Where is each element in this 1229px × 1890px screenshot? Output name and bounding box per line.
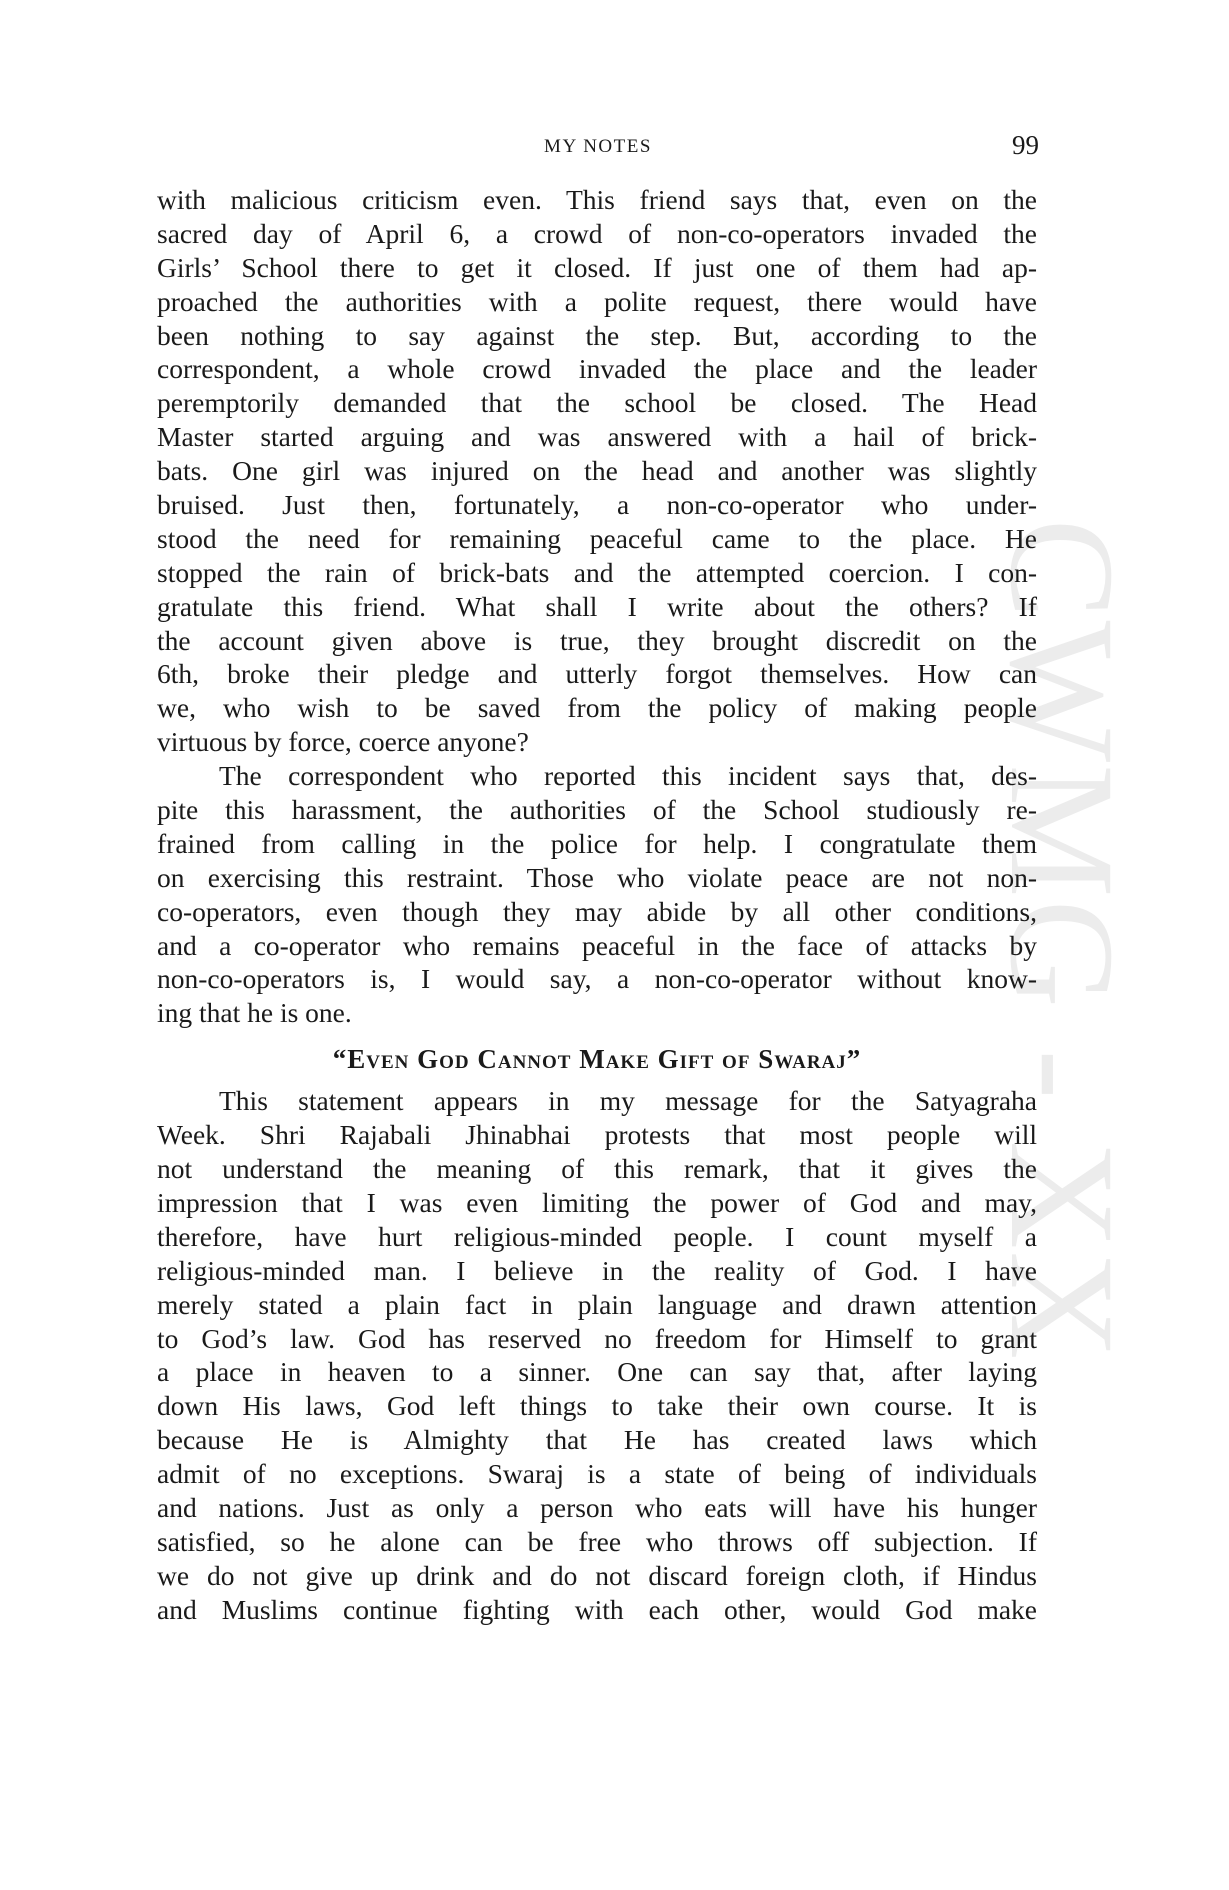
text-line: religious-minded man. I believe in the reality of God. I have	[157, 1254, 1037, 1286]
running-title: MY NOTES	[544, 136, 652, 157]
text-line: pite this harassment, the authorities of the School studiously re-	[157, 794, 1037, 826]
paragraph-1	[157, 183, 1037, 759]
text-line: gratulate this friend. What shall I write about the others? If	[157, 590, 1037, 622]
text-line: satisfied, so he alone can be free who throws off subjection. If	[157, 1525, 1037, 1557]
paragraph-2	[157, 759, 1037, 1030]
text-line: on exercising this restraint. Those who violate peace are not non-	[157, 861, 1037, 893]
text-line: we, who wish to be saved from the policy of making people	[157, 692, 1037, 724]
text-line: therefore, have hurt religious-minded people. I count myself a	[157, 1220, 1037, 1252]
text-line: stood the need for remaining peaceful came to the place. He	[157, 522, 1037, 554]
text-line: to God’s law. God has reserved no freedom for Himself to grant	[157, 1322, 1037, 1354]
text-line: and nations. Just as only a person who eats will have his hunger	[157, 1491, 1037, 1523]
watermark: CWMG - XX	[979, 518, 1145, 1362]
body-text	[157, 183, 1037, 1627]
text-line: 6th, broke their pledge and utterly forgot themselves. How can	[157, 658, 1037, 690]
text-line: merely stated a plain fact in plain language and drawn attention	[157, 1288, 1037, 1320]
text-line: a place in heaven to a sinner. One can say that, after laying	[157, 1356, 1037, 1388]
text-line: the account given above is true, they brought discredit on the	[157, 624, 1037, 656]
text-line: co-operators, even though they may abide by all other conditions,	[157, 895, 1037, 927]
text-line: Week. Shri Rajabali Jhinabhai protests that most people will	[157, 1119, 1037, 1151]
text-line: non-co-operators is, I would say, a non-co-operator without know-	[157, 963, 1037, 995]
text-line: we do not give up drink and do not discard foreign cloth, if Hindus	[157, 1559, 1037, 1591]
paragraph-3	[157, 1084, 1037, 1626]
text-line: proached the authorities with a polite request, there would have	[157, 285, 1037, 317]
section-heading: “Even God Cannot Make Gift of Swaraj”	[332, 1044, 862, 1075]
text-line: down His laws, God left things to take their own course. It is	[157, 1390, 1037, 1422]
text-line: This statement appears in my message for the Satyagraha	[219, 1085, 1037, 1117]
text-line: The correspondent who reported this incident says that, des-	[219, 760, 1037, 792]
text-line: correspondent, a whole crowd invaded the place and the leader	[157, 353, 1037, 385]
text-line: not understand the meaning of this remark, that it gives the	[157, 1153, 1037, 1185]
text-line: and Muslims continue fighting with each other, would God make	[157, 1593, 1037, 1625]
text-line: with malicious criticism even. This friend says that, even on the	[157, 184, 1037, 215]
text-line: been nothing to say against the step. But, according to the	[157, 319, 1037, 351]
text-line: frained from calling in the police for help. I congratulate them	[157, 827, 1037, 859]
text-line: Girls’ School there to get it closed. If just one of them had ap-	[157, 251, 1037, 283]
text-line: sacred day of April 6, a crowd of non-co-operators invaded the	[157, 217, 1037, 249]
text-line: and a co-operator who remains peaceful in the face of attacks by	[157, 929, 1037, 961]
text-line: bats. One girl was injured on the head and another was slightly	[157, 455, 1037, 487]
text-line: stopped the rain of brick-bats and the attempted coercion. I con-	[157, 556, 1037, 588]
text-line: admit of no exceptions. Swaraj is a state of being of individuals	[157, 1458, 1037, 1490]
page-number: 99	[1012, 130, 1039, 160]
text-line: ing that he is one.	[157, 997, 352, 1029]
text-line: bruised. Just then, fortunately, a non-co-operator who under-	[157, 489, 1037, 521]
text-line: virtuous by force, coerce anyone?	[157, 726, 529, 758]
text-line: impression that I was even limiting the power of God and may,	[157, 1186, 1037, 1218]
text-line: because He is Almighty that He has created laws which	[157, 1424, 1037, 1456]
running-head	[157, 132, 1039, 162]
text-line: Master started arguing and was answered with a hail of brick-	[157, 421, 1037, 453]
text-line: peremptorily demanded that the school be closed. The Head	[157, 387, 1037, 419]
